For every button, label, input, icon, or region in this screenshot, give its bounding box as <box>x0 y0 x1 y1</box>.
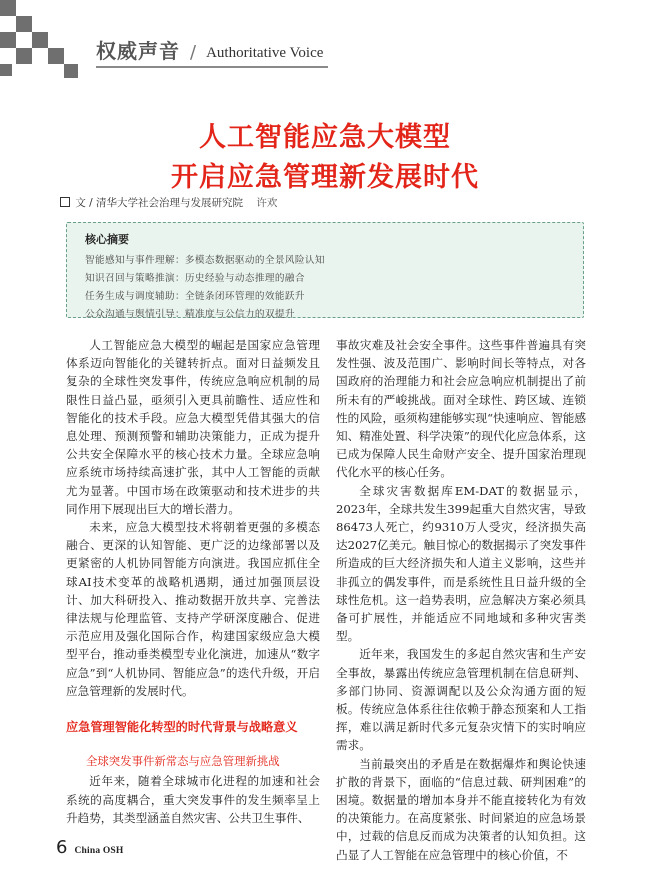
section-separator: / <box>190 42 197 63</box>
section-heading: 应急管理智能化转型的时代背景与战略意义 <box>66 720 298 735</box>
body-paragraph: 事故灾难及社会安全事件。这些事件普遍具有突发性强、波及范围广、影响时间长等特点，对各国政府的治理能力和社会应急响应机制提出了前所未有的严峻挑战。面对全球性、跨区域、连锁性的风险，亟须构建能够实现“快速响应、智能感知、精准处置、科学决策”的现代化应急体系，这已成为保障人民生命财产安全、提升国家治理现代化水平的核心任务。 <box>336 338 586 480</box>
deco-square <box>0 64 12 76</box>
byline-square-icon <box>60 197 70 207</box>
left-column <box>66 336 320 827</box>
body-paragraph: 未来，应急大模型技术将朝着更强的多模态融合、更深的认知智能、更广泛的边缘部署以及更紧密的人机协同智能方向演进。我国应抓住全球AI技术变革的战略机遇期，通过加强顶层设计、加大科研投入、推动数据开放共享、完善法律法规与伦理监管、支持产学研深度融合、促进示范应用及强化国际合作，构建国家级应急大模型平台，推动垂类模型专业化演进，加速从“数字应急”到“人机协同、智能应急”的迭代升级，开启应急管理新的发展时代。 <box>66 520 320 698</box>
title-line-1: 人工智能应急大模型 <box>199 122 451 153</box>
summary-box <box>66 222 584 318</box>
right-column <box>336 336 586 864</box>
deco-square <box>0 32 16 48</box>
deco-square <box>32 32 48 48</box>
deco-square <box>0 0 16 16</box>
corner-decoration <box>0 0 80 90</box>
body-paragraph: 近年来，我国发生的多起自然灾害和生产安全事故，暴露出传统应急管理机制在信息研判、多部门协同、资源调配以及公众沟通方面的短板。传统应急体系往往依赖于静态预案和人工指挥，难以满足新时代多元复杂灾情下的实时响应需求。 <box>336 647 586 753</box>
summary-label: 核心摘要 <box>85 233 129 246</box>
publication-name: China OSH <box>74 846 124 856</box>
summary-item: 公众沟通与舆情引导：精准度与公信力的双提升 <box>85 309 295 320</box>
summary-item: 智能感知与事件理解：多模态数据驱动的全景风险认知 <box>85 255 325 266</box>
section-header <box>96 36 328 64</box>
body-paragraph: 近年来，随着全球城市化进程的加速和社会系统的高度耦合，重大突发事件的发生频率呈上升趋势，其类型涵盖自然灾害、公共卫生事件、 <box>66 774 320 825</box>
section-title-en: Authoritative Voice <box>206 45 324 61</box>
summary-item: 任务生成与调度辅助：全链条闭环管理的效能跃升 <box>85 291 305 302</box>
body-paragraph: 人工智能应急大模型的崛起是国家应急管理体系迈向智能化的关键转折点。面对日益频发且复杂的全球性突发事件，传统应急响应机制的局限性日益凸显，亟须引入更具前瞻性、适应性和智能化的技术手段。应急大模型凭借其强大的信息处理、预测预警和辅助决策能力，正成为提升公共安全保障水平的核心技术力量。全球应急响应系统市场持续高速扩张，其中人工智能的贡献尤为显著。中国市场在政策驱动和技术进步的共同作用下展现出巨大的增长潜力。 <box>66 338 320 516</box>
section-title-cn: 权威声音 <box>96 39 180 63</box>
title-line-2: 开启应急管理新发展时代 <box>171 162 479 193</box>
body-paragraph: 全球灾害数据库EM-DAT的数据显示，2023年，全球共发生399起重大自然灾害，导致86473人死亡，约9310万人受灾，经济损失高达2027亿美元。触目惊心的数据揭示了突发事件所造成的巨大经济损失和人道主义影响，这些并非孤立的偶发事件，而是系统性且日益升级的全球性危机。这一趋势表明，应急解决方案必须具备可扩展性，并能适应不同地域和多种灾害类型。 <box>336 483 586 644</box>
page-number: 6 <box>56 837 68 858</box>
header-rule <box>96 66 328 68</box>
sub-heading: 全球突发事件新常态与应急管理新挑战 <box>86 754 280 769</box>
deco-square <box>16 16 32 32</box>
byline <box>60 195 580 210</box>
article-title <box>0 118 650 198</box>
deco-square <box>48 48 64 64</box>
page-footer <box>56 837 124 858</box>
byline-author: 许欢 <box>256 197 278 209</box>
summary-item: 知识召回与策略推演：历史经验与动态推理的融合 <box>85 273 305 284</box>
deco-square <box>64 64 78 78</box>
deco-square <box>16 48 32 64</box>
body-paragraph: 当前最突出的矛盾是在数据爆炸和舆论快速扩散的背景下，面临的“信息过载、研判困难”的困境。数据量的增加本身并不能直接转化为有效的决策能力。在高度紧张、时间紧迫的应急场景中，过载的信息反而成为决策者的认知负担。这凸显了人工智能在应急管理中的核心价值，不 <box>336 756 586 862</box>
byline-affiliation: 文 / 清华大学社会治理与发展研究院 <box>75 197 244 209</box>
